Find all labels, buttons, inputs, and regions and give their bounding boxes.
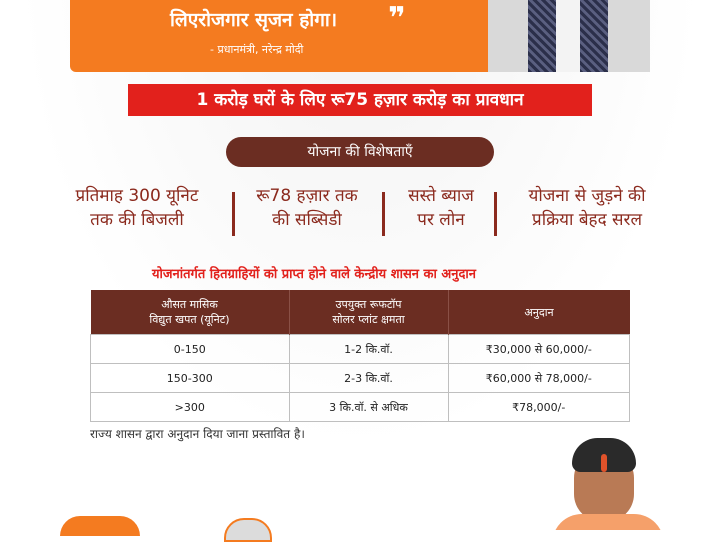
table-cell: 150-300	[91, 364, 290, 393]
cm-photo	[552, 430, 664, 530]
table-cell: 0-150	[91, 335, 290, 364]
table-cell: >300	[91, 393, 290, 422]
column-header	[448, 290, 630, 335]
subsidy-title: योजनांतर्गत हितग्राहियों को प्राप्त होने वाले केन्द्रीय शासन का अनुदान	[152, 267, 476, 282]
divider	[382, 192, 385, 236]
pm-photo	[488, 0, 650, 72]
feature-2	[242, 184, 372, 232]
decorative-shape	[60, 516, 140, 536]
table-row	[91, 364, 630, 393]
feature-1	[52, 184, 222, 232]
shirt-graphic	[556, 0, 580, 72]
divider	[232, 192, 235, 236]
column-header-line: सोलर प्लांट क्षमता	[332, 313, 405, 326]
column-header-line: विद्युत खपत (यूनिट)	[149, 313, 230, 326]
features-title: योजना की विशेषताएँ	[226, 137, 494, 167]
feature-4-line2: प्रक्रिया बेहद सरल	[532, 210, 642, 230]
table-cell: 1-2 कि.वॉ.	[289, 335, 448, 364]
table-cell: ₹30,000 से 60,000/-	[448, 335, 630, 364]
quote-author: - प्रधानमंत्री, नरेन्द्र मोदी	[210, 43, 304, 56]
headline: 1 करोड़ घरों के लिए रू75 हज़ार करोड़ का प्रावधान	[128, 84, 592, 116]
feature-3-line1: सस्ते ब्याज	[408, 186, 474, 206]
column-header	[289, 290, 448, 335]
table-header-row	[91, 290, 630, 335]
feature-4-line1: योजना से जुड़ने की	[528, 186, 646, 206]
column-header	[91, 290, 290, 335]
shirt-graphic	[552, 514, 664, 530]
table-row	[91, 393, 630, 422]
feature-3	[390, 184, 492, 232]
table-cell: ₹78,000/-	[448, 393, 630, 422]
divider	[494, 192, 497, 236]
column-header-line: औसत मासिक	[161, 298, 218, 311]
features-row	[52, 184, 672, 242]
feature-1-line2: तक की बिजली	[90, 210, 184, 230]
quote-text: लिएरोजगार सृजन होगा।	[170, 9, 338, 31]
feature-4	[502, 184, 672, 232]
column-header-line: अनुदान	[524, 305, 554, 319]
table-row	[91, 335, 630, 364]
table-cell: ₹60,000 से 78,000/-	[448, 364, 630, 393]
subsidy-table	[90, 290, 630, 422]
feature-3-line2: पर लोन	[417, 210, 465, 230]
feature-2-line2: की सब्सिडी	[272, 210, 342, 230]
quote-mark-icon: ❞	[388, 1, 406, 36]
column-header-line: उपयुक्त रूफटॉप	[335, 298, 402, 311]
table-cell: 2-3 कि.वॉ.	[289, 364, 448, 393]
feature-1-line1: प्रतिमाह 300 यूनिट	[75, 186, 199, 206]
feature-2-line1: रू78 हज़ार तक	[256, 186, 358, 206]
table-cell: 3 कि.वॉ. से अधिक	[289, 393, 448, 422]
state-note: राज्य शासन द्वारा अनुदान दिया जाना प्रस्तावित है।	[90, 427, 305, 441]
tilak-graphic	[601, 454, 607, 472]
